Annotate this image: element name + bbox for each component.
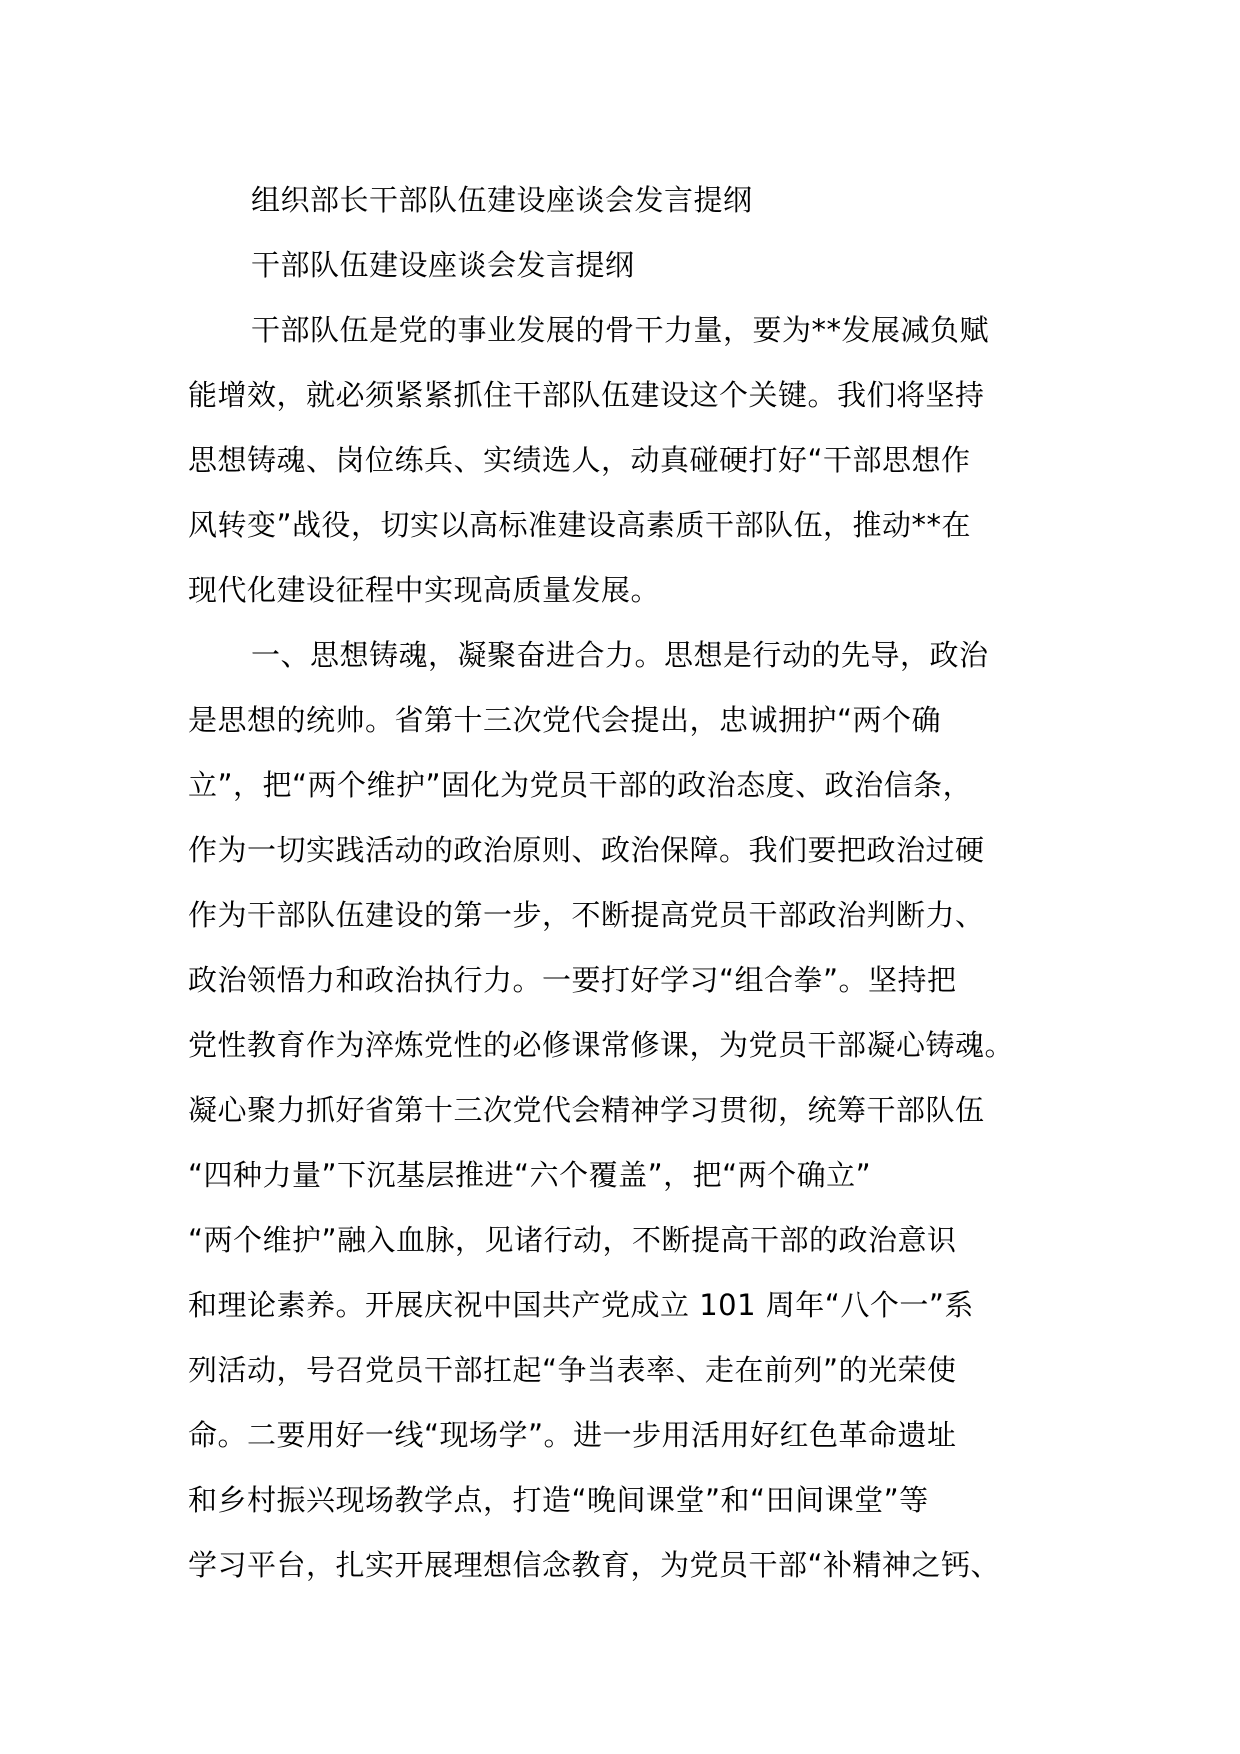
- text-line: 党性教育作为淬炼党性的必修课常修课，为党员干部凝心铸魂。: [188, 1028, 1015, 1062]
- text-line: 能增效，就必须紧紧抓住干部队伍建设这个关键。我们将坚持: [188, 378, 985, 412]
- text-line: 和理论素养。开展庆祝中国共产党成立 101 周年“八个一”系: [188, 1288, 974, 1322]
- document-subtitle: 干部队伍建设座谈会发言提纲: [251, 248, 635, 282]
- text-line: 风转变”战役，切实以高标准建设高素质干部队伍，推动**在: [188, 508, 972, 542]
- document-body: [188, 168, 1070, 1598]
- text-line: 思想铸魂、岗位练兵、实绩选人，动真碰硬打好“干部思想作: [188, 443, 971, 477]
- body-text: [188, 298, 1070, 1598]
- text-line: 现代化建设征程中实现高质量发展。: [188, 573, 661, 607]
- text-line: 列活动，号召党员干部扛起“争当表率、走在前列”的光荣使: [188, 1353, 957, 1387]
- text-line: “两个维护”融入血脉，见诸行动，不断提高干部的政治意识: [188, 1223, 957, 1257]
- text-line: “四种力量”下沉基层推进“六个覆盖”，把“两个确立”: [188, 1158, 872, 1192]
- text-line: 凝心聚力抓好省第十三次党代会精神学习贯彻，统筹干部队伍: [188, 1093, 985, 1127]
- document-title: 组织部长干部队伍建设座谈会发言提纲: [251, 183, 753, 217]
- text-line: 干部队伍是党的事业发展的骨干力量，要为**发展减负赋: [251, 313, 990, 347]
- text-line: 是思想的统帅。省第十三次党代会提出，忠诚拥护“两个确: [188, 703, 942, 737]
- text-line: 作为干部队伍建设的第一步，不断提高党员干部政治判断力、: [188, 898, 985, 932]
- text-line: 作为一切实践活动的政治原则、政治保障。我们要把政治过硬: [188, 833, 985, 867]
- text-line: 学习平台，扎实开展理想信念教育，为党员干部“补精神之钙、: [188, 1548, 1001, 1582]
- text-line: 命。二要用好一线“现场学”。进一步用活用好红色革命遗址: [188, 1418, 957, 1452]
- text-line: 和乡村振兴现场教学点，打造“晚间课堂”和“田间课堂”等: [188, 1483, 929, 1517]
- text-line: 立”，把“两个维护”固化为党员干部的政治态度、政治信条，: [188, 768, 973, 802]
- text-line: 一、思想铸魂，凝聚奋进合力。思想是行动的先导，政治: [251, 638, 989, 672]
- text-line: 政治领悟力和政治执行力。一要打好学习“组合拳”。坚持把: [188, 963, 957, 997]
